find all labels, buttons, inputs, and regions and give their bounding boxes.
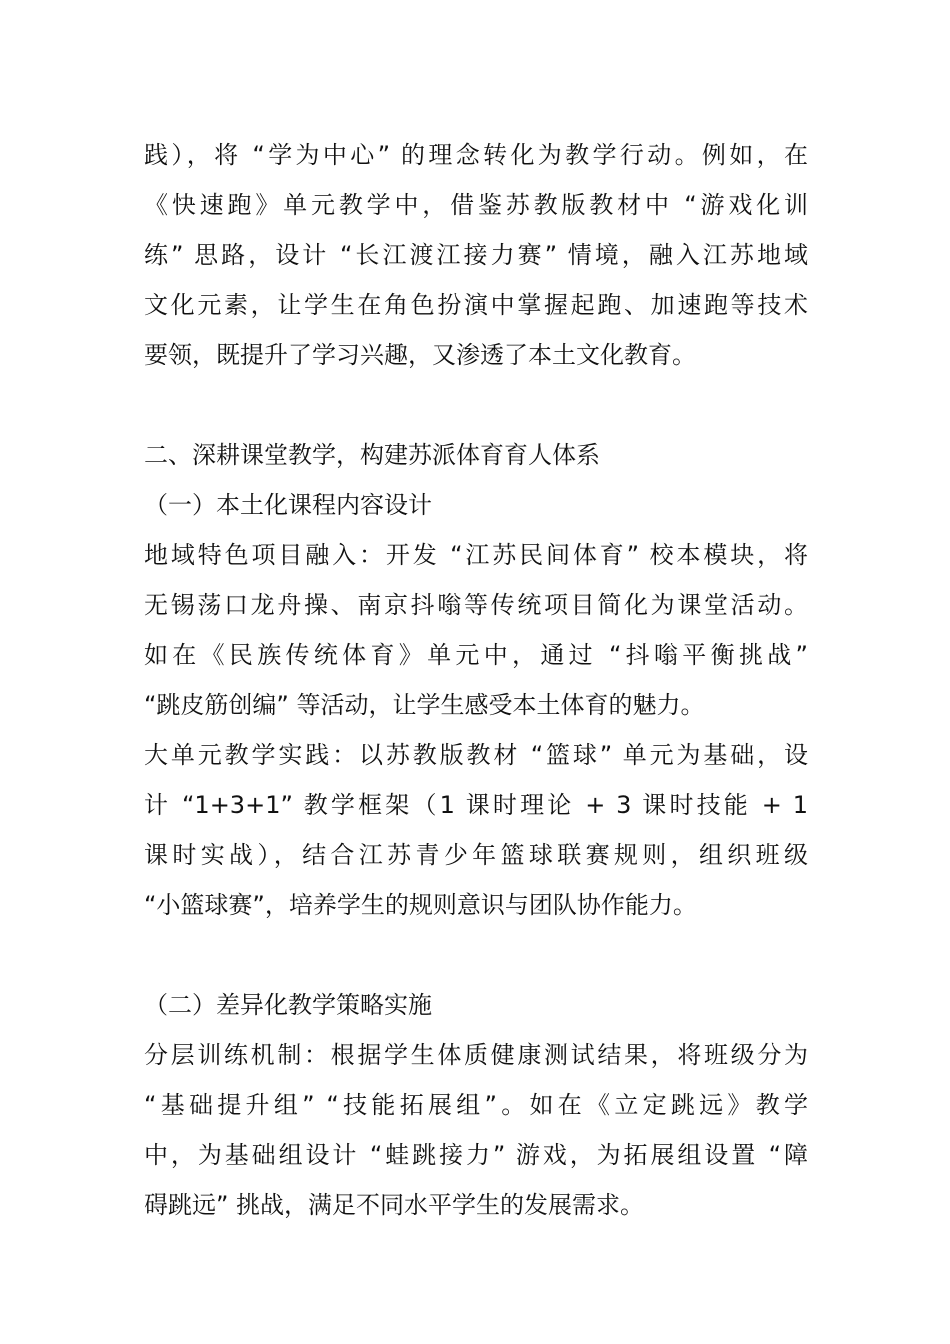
paragraph-unit-teaching xyxy=(144,730,808,930)
paragraph-line: 大单元教学实践：以苏教版教材 “篮球” 单元为基础，设 xyxy=(144,741,808,769)
paragraph-line: 践），将 “学为中心” 的理念转化为教学行动。例如，在 xyxy=(144,141,808,169)
section-heading: 二、深耕课堂教学，构建苏派体育育人体系 xyxy=(144,441,600,469)
paragraph-line: “跳皮筋创编” 等活动，让学生感受本土体育的魅力。 xyxy=(144,691,705,719)
paragraph-line: 计 “1+3+1” 教学框架（1 课时理论 + 3 课时技能 + 1 xyxy=(144,791,808,819)
paragraph-line: 无锡荡口龙舟操、南京抖嗡等传统项目简化为课堂活动。 xyxy=(144,591,808,619)
spacer xyxy=(144,930,808,980)
paragraph-line: 《快速跑》单元教学中，借鉴苏教版教材中 “游戏化训 xyxy=(144,191,808,219)
paragraph-line: 中，为基础组设计 “蛙跳接力” 游戏，为拓展组设置 “障 xyxy=(144,1141,808,1169)
paragraph-line: 课时实战），结合江苏青少年篮球联赛规则，组织班级 xyxy=(144,841,808,869)
subsection-heading: （二）差异化教学策略实施 xyxy=(144,991,432,1019)
paragraph-line: “小篮球赛”，培养学生的规则意识与团队协作能力。 xyxy=(144,891,697,919)
paragraph-line: 如在《民族传统体育》单元中，通过 “抖嗡平衡挑战” xyxy=(144,641,808,669)
paragraph-1 xyxy=(144,130,808,380)
document-body xyxy=(144,130,808,1230)
paragraph-local-items xyxy=(144,530,808,730)
paragraph-line: “基础提升组” “技能拓展组”。如在《立定跳远》教学 xyxy=(144,1091,808,1119)
paragraph-layered-training xyxy=(144,1030,808,1230)
spacer xyxy=(144,380,808,430)
subsection-heading: （一）本土化课程内容设计 xyxy=(144,491,432,519)
paragraph-line: 要领，既提升了学习兴趣，又渗透了本土文化教育。 xyxy=(144,341,696,369)
paragraph-line: 文化元素，让学生在角色扮演中掌握起跑、加速跑等技术 xyxy=(144,291,808,319)
paragraph-line: 分层训练机制：根据学生体质健康测试结果，将班级分为 xyxy=(144,1041,808,1069)
paragraph-line: 练” 思路，设计 “长江渡江接力赛” 情境，融入江苏地域 xyxy=(144,241,808,269)
paragraph-line: 碍跳远” 挑战，满足不同水平学生的发展需求。 xyxy=(144,1191,645,1219)
paragraph-line: 地域特色项目融入：开发 “江苏民间体育” 校本模块，将 xyxy=(144,541,808,569)
